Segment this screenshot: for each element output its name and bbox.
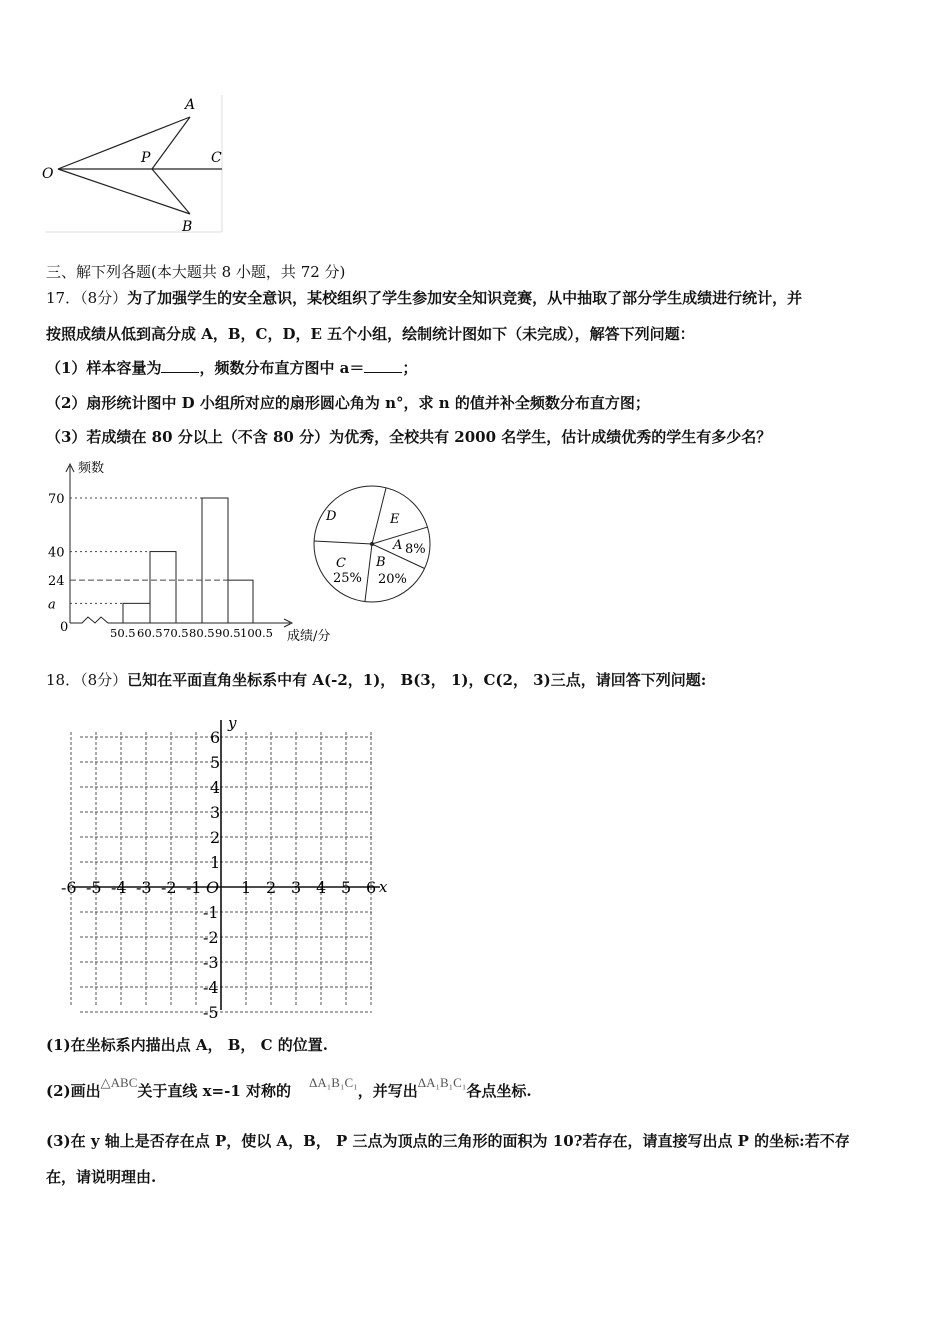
y-tick-label: -5 <box>203 1003 219 1022</box>
q17-part1-text2: ，频数分布直方图中 a＝ <box>199 359 365 377</box>
q17-part3: （3）若成绩在 80 分以上（不含 80 分）为优秀，全校共有 2000 名学生，估计成绩优秀的学生有多少名？ <box>46 428 772 446</box>
y-tick-label: 1 <box>210 853 221 872</box>
y-tick-label: 70 <box>48 492 65 507</box>
q18-sub1: (1)在坐标系内描出点 A， B， C 的位置. <box>46 1036 328 1054</box>
origin-label: O <box>206 878 220 897</box>
y-tick-label: a <box>48 597 56 613</box>
x-tick-label: 6 <box>366 878 377 897</box>
x-tick-label: 2 <box>266 878 277 897</box>
y-tick-label: 4 <box>210 778 221 797</box>
x-tick-label: 100.5 <box>240 626 273 640</box>
q17-points: （8分） <box>80 289 128 307</box>
y-tick-label: 40 <box>48 545 65 561</box>
y-tick-label: 3 <box>210 803 221 822</box>
pie-percent-label: 25% <box>333 571 362 586</box>
x-tick-label: 5 <box>341 878 352 897</box>
x-tick-label: 80.5 <box>189 626 215 640</box>
q17-line2: 按照成绩从低到高分成 A，B，C，D，E 五个小组，绘制统计图如下（未完成），解答下列问题： <box>46 325 695 343</box>
triangle-a1b1c1-formula-2: ΔA₁B₁C₁ <box>417 1075 467 1090</box>
pie-slice-label: D <box>326 509 337 524</box>
x-tick-label: 1 <box>241 878 252 897</box>
q18-sub2-text4: 各点坐标. <box>466 1082 532 1100</box>
y-tick-label: 2 <box>210 828 221 847</box>
q18-points: （8分） <box>80 671 128 689</box>
x-tick-label: -6 <box>61 878 77 897</box>
x-tick-label: -3 <box>136 878 152 897</box>
q18-number: 18． <box>46 671 81 689</box>
q18-sub3-line1: (3)在 y 轴上是否存在点 P，使以 A，B， P 三点为顶点的三角形的面积为 10?若存在，请直接写出点 P 的坐标:若不存 <box>46 1132 850 1150</box>
x-tick-label: -4 <box>111 878 127 897</box>
x-tick-label: -5 <box>86 878 102 897</box>
pie-slice-label: B <box>376 555 386 570</box>
y-tick-label: 0 <box>60 620 69 635</box>
pie-percent-label: 20% <box>378 572 407 587</box>
q18-sub3-line2: 在，请说明理由. <box>46 1168 157 1186</box>
y-tick-label: -4 <box>203 978 219 997</box>
y-tick-label: 6 <box>210 728 221 747</box>
y-tick-label: -2 <box>203 928 219 947</box>
triangle-a1b1c1-formula: ΔA₁B₁C₁ <box>309 1075 358 1090</box>
triangle-abc-formula: △ABC <box>100 1075 138 1090</box>
section-heading: 三、解下列各题(本大题共 8 小题，共 72 分) <box>46 263 346 281</box>
q17-part1-end: ； <box>402 359 418 377</box>
q18-sub2-text: (2)画出 <box>46 1082 101 1100</box>
y-tick-label: -3 <box>203 953 219 972</box>
x-tick-label: 50.5 <box>110 626 136 640</box>
y-tick-label: -1 <box>203 903 219 922</box>
x-tick-label: 90.5 <box>215 626 241 640</box>
x-tick-label: -1 <box>186 878 202 897</box>
pie-slice-label: C <box>336 556 346 571</box>
q18-sub2-text2: 关于直线 x=-1 对称的 <box>137 1082 291 1100</box>
x-axis-label: 成绩/分 <box>287 629 331 644</box>
x-tick-label: 60.5 <box>137 626 163 640</box>
q17-part1-text: （1）样本容量为 <box>46 359 162 377</box>
y-tick-label: 5 <box>210 753 221 772</box>
q18-sub2-text3: ，并写出 <box>357 1082 418 1100</box>
pie-slice-label: E <box>390 512 400 527</box>
q17-part2: （2）扇形统计图中 D 小组所对应的扇形圆心角为 n°，求 n 的值并补全频数分布直方图； <box>46 394 650 412</box>
label-C: C <box>211 150 222 166</box>
x-tick-label: 3 <box>291 878 302 897</box>
pie-slice-label: A <box>393 538 403 553</box>
q17-number: 17． <box>46 289 81 307</box>
y-tick-label: 24 <box>48 574 65 590</box>
pie-percent-label: 8% <box>405 542 426 557</box>
x-tick-label: 70.5 <box>163 626 189 640</box>
x-tick-label: -2 <box>161 878 177 897</box>
y-axis-label: 频数 <box>78 461 105 476</box>
label-B: B <box>182 219 193 235</box>
label-A: A <box>185 97 196 113</box>
q18-sub2 <box>46 1075 532 1101</box>
x-axis-label: x <box>379 878 388 896</box>
x-tick-label: 4 <box>316 878 327 897</box>
q18-text: 已知在平面直角坐标系中有 A(-2，1)， B(3， 1)，C(2， 3)三点，请回答下列问题: <box>127 671 707 689</box>
q17-text: 为了加强学生的安全意识，某校组织了学生参加安全知识竞赛，从中抽取了部分学生成绩进行统计，并 <box>127 289 803 307</box>
y-axis-label: y <box>228 714 237 732</box>
label-P: P <box>141 150 151 166</box>
label-O: O <box>42 166 54 182</box>
